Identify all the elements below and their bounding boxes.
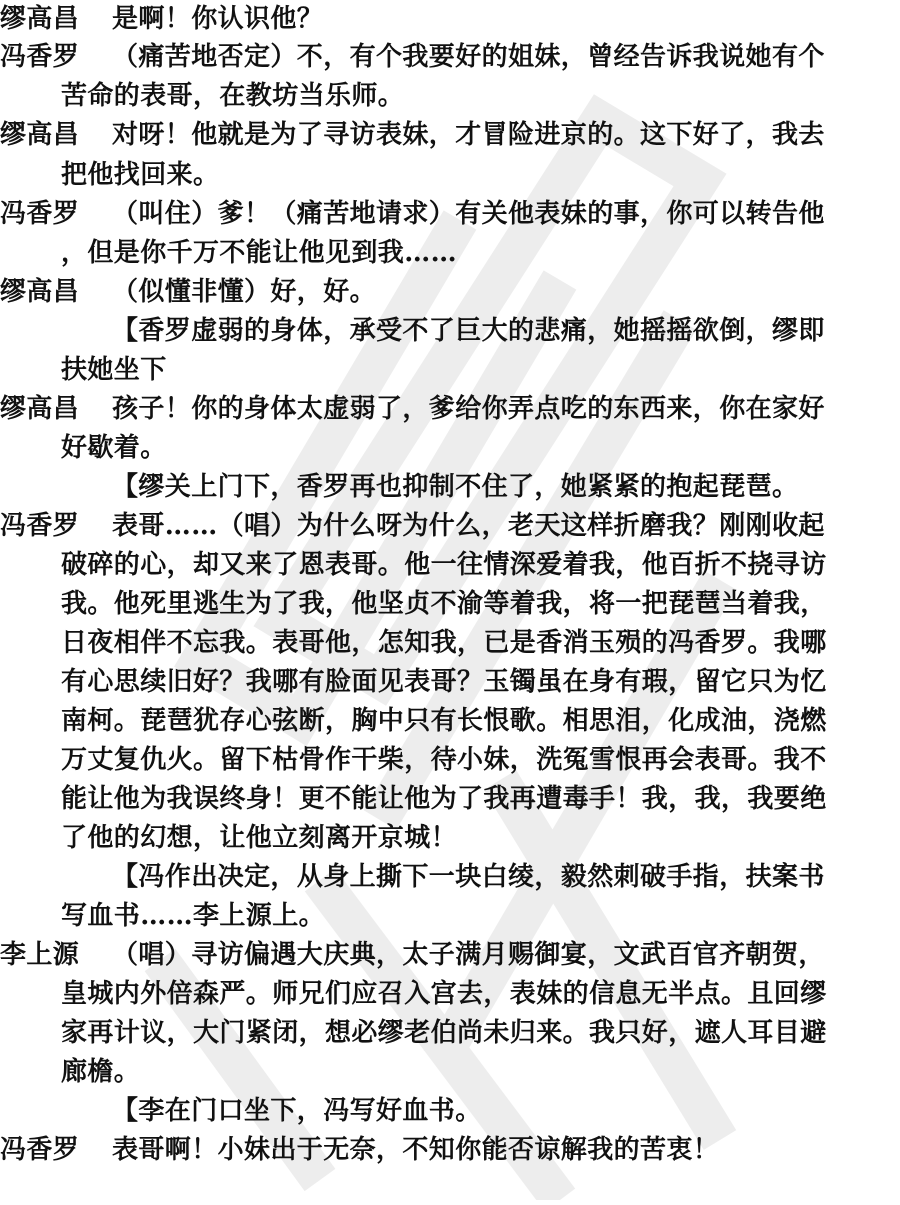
line-text: 表哥啊！小妹出于无奈，不知你能否谅解我的苦衷！ — [112, 1135, 720, 1165]
speaker-name: 缪高昌 — [0, 394, 80, 424]
stage-direction-line — [112, 468, 798, 507]
line-text: 把他找回来。 — [61, 160, 220, 190]
line-text: 好歇着。 — [61, 433, 167, 463]
stage-direction-line — [112, 858, 825, 897]
dialogue-continuation-line — [61, 780, 827, 819]
line-text: （似懂非懂）好，好。 — [112, 277, 377, 307]
line-text: 表哥……（唱）为什么呀为什么，老天这样折磨我？刚刚收起 — [112, 511, 825, 541]
line-text: 了他的幻想，让他立刻离开京城！ — [61, 823, 458, 853]
dialogue-continuation-line — [61, 234, 457, 273]
speaker-name: 李上源 — [0, 940, 80, 970]
dialogue-line — [0, 195, 825, 234]
dialogue-continuation-line — [61, 741, 827, 780]
line-text: （痛苦地否定）不，有个我要好的姐妹，曾经告诉我说她有个 — [112, 42, 825, 72]
dialogue-continuation-line — [61, 585, 827, 624]
line-text: 苦命的表哥，在教坊当乐师。 — [61, 81, 405, 111]
dialogue-continuation-line — [61, 1014, 827, 1053]
line-text: （叫住）爹！（痛苦地请求）有关他表妹的事，你可以转告他 — [112, 199, 825, 229]
speaker-name: 冯香罗 — [0, 1135, 80, 1165]
dialogue-line — [0, 507, 825, 546]
line-text: 【缪关上门下，香罗再也抑制不住了，她紧紧的抱起琵琶。 — [112, 472, 799, 502]
dialogue-continuation-line — [61, 975, 827, 1014]
line-text: 万丈复仇火。留下枯骨作干柴，待小妹，洗冤雪恨再会表哥。我不 — [61, 745, 827, 775]
stage-direction-line — [112, 312, 825, 351]
line-text: 家再计议，大门紧闭，想必缪老伯尚未归来。我只好，遮人耳目避 — [61, 1018, 827, 1048]
line-text: 写血书……李上源上。 — [61, 901, 326, 931]
stage-direction-line — [112, 1092, 482, 1131]
line-text: 日夜相伴不忘我。表哥他，怎知我，已是香消玉殒的冯香罗。我哪 — [61, 628, 827, 658]
dialogue-continuation-line — [61, 819, 457, 858]
dialogue-continuation-line — [61, 663, 827, 702]
line-text: 孩子！你的身体太虚弱了，爹给你弄点吃的东西来，你在家好 — [112, 394, 825, 424]
line-text: 【香罗虚弱的身体，承受不了巨大的悲痛，她摇摇欲倒，缪即 — [112, 316, 825, 346]
line-text: 皇城内外倍森严。师兄们应召入宫去，表妹的信息无半点。且回缪 — [61, 979, 827, 1009]
dialogue-continuation-line — [61, 156, 219, 195]
line-text: 【冯作出决定，从身上撕下一块白绫，毅然刺破手指，扶案书 — [112, 862, 825, 892]
line-text: 是啊！你认识他？ — [112, 4, 324, 34]
dialogue-continuation-line — [61, 351, 167, 390]
line-text: 扶她坐下 — [61, 355, 167, 385]
dialogue-line — [0, 390, 825, 429]
speaker-name: 缪高昌 — [0, 4, 80, 34]
speaker-name: 冯香罗 — [0, 199, 80, 229]
dialogue-continuation-line — [61, 702, 827, 741]
line-text: 【李在门口坐下，冯写好血书。 — [112, 1096, 482, 1126]
dialogue-continuation-line — [61, 546, 827, 585]
speaker-name: 冯香罗 — [0, 42, 80, 72]
line-text: 有心思续旧好？我哪有脸面见表哥？玉镯虽在身有瑕，留它只为忆 — [61, 667, 827, 697]
dialogue-continuation-line — [61, 624, 827, 663]
dialogue-line — [0, 0, 323, 39]
dialogue-line — [0, 116, 825, 155]
dialogue-continuation-line — [61, 897, 325, 936]
speaker-name: 缪高昌 — [0, 277, 80, 307]
line-text: 对呀！他就是为了寻访表妹，才冒险进京的。这下好了，我去 — [112, 120, 825, 150]
line-text: 破碎的心，却又来了恩表哥。他一往情深爱着我，他百折不挠寻访 — [61, 550, 827, 580]
speaker-name: 缪高昌 — [0, 120, 80, 150]
line-text: 我。他死里逃生为了我，他坚贞不渝等着我，将一把琵琶当着我， — [61, 589, 827, 619]
line-text: 能让他为我误终身！更不能让他为了我再遭毒手！我，我，我要绝 — [61, 784, 827, 814]
dialogue-line — [0, 273, 376, 312]
dialogue-line — [0, 38, 825, 77]
line-text: 南柯。琵琶犹存心弦断，胸中只有长恨歌。相思泪，化成油，浇燃 — [61, 706, 827, 736]
line-text: （唱）寻访偏遇大庆典，太子满月赐御宴，文武百官齐朝贺， — [112, 940, 825, 970]
dialogue-continuation-line — [61, 1053, 140, 1092]
dialogue-line — [0, 1131, 719, 1170]
dialogue-continuation-line — [61, 429, 167, 468]
speaker-name: 冯香罗 — [0, 511, 80, 541]
dialogue-continuation-line — [61, 77, 404, 116]
line-text: 廊檐。 — [61, 1057, 141, 1087]
dialogue-line — [0, 936, 825, 975]
line-text: ，但是你千万不能让他见到我…… — [61, 238, 458, 268]
